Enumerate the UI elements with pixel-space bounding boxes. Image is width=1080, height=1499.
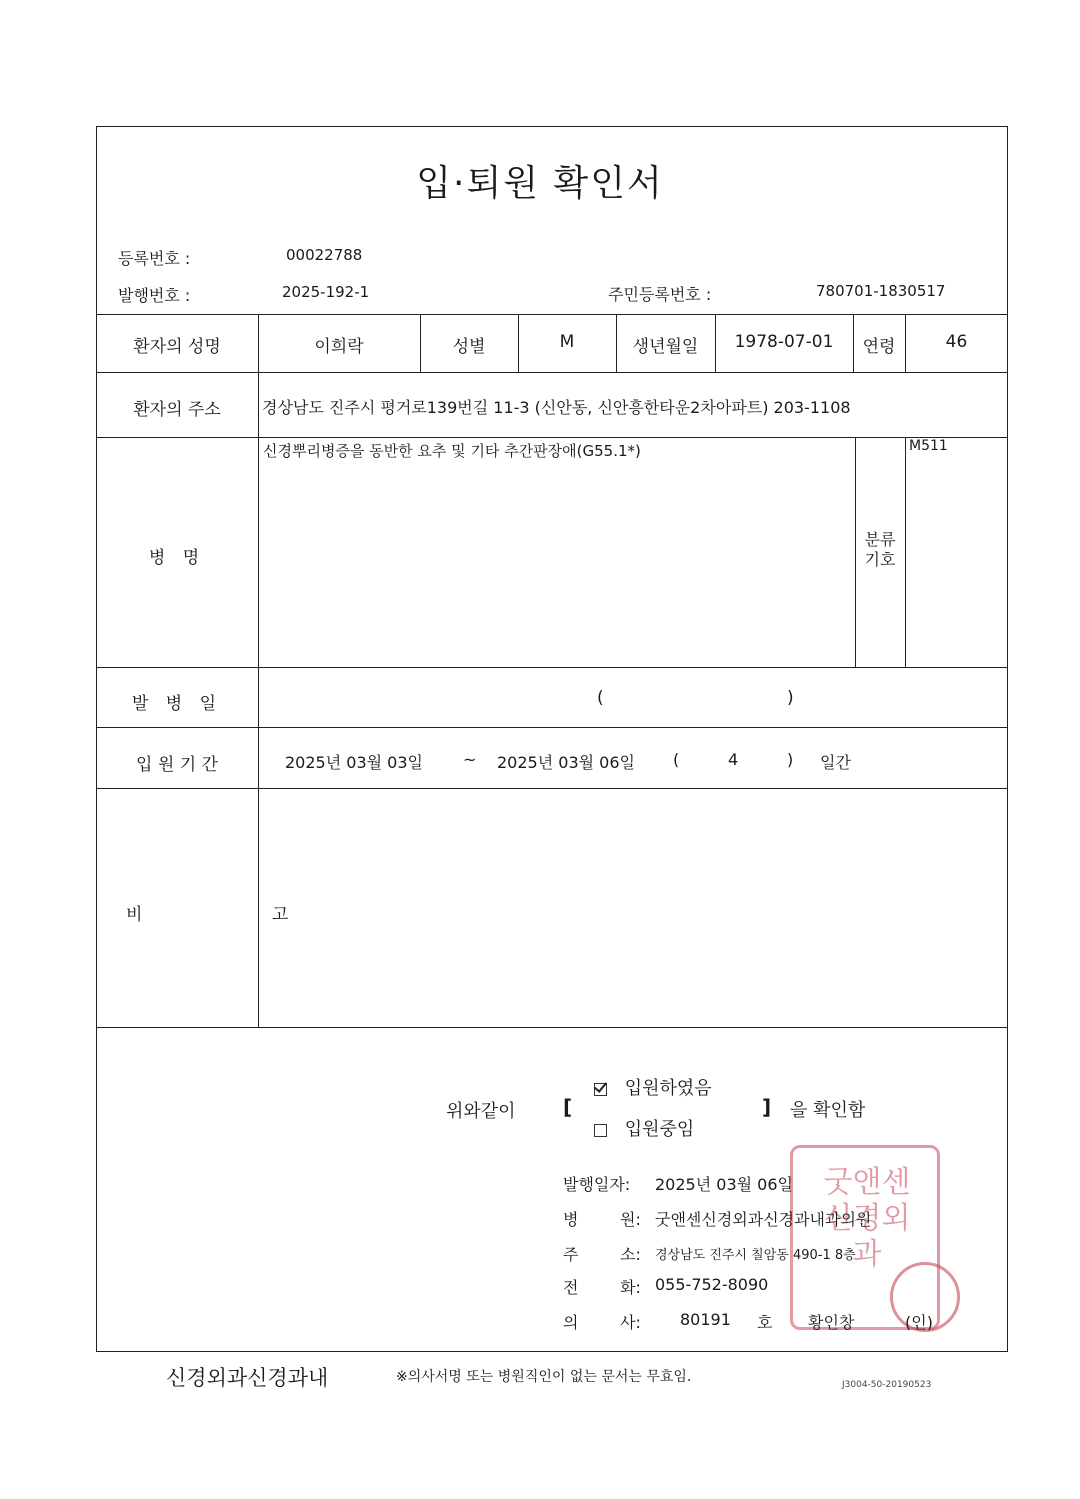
confirm-bracket-open: [ (563, 1095, 573, 1119)
resident-no-label: 주민등록번호 : (608, 285, 712, 304)
doctor-label-2: 사: (620, 1313, 641, 1332)
hospital-phone: 055-752-8090 (655, 1275, 769, 1294)
admission-period-label: 입 원 기 간 (136, 755, 218, 775)
divider (96, 1027, 1008, 1028)
divider (96, 788, 1008, 789)
inpatient-label: 입원중임 (624, 1119, 695, 1140)
hospital-label-2: 원: (620, 1210, 641, 1229)
patient-name-value: 이희락 (314, 337, 364, 357)
age-value: 46 (945, 332, 968, 352)
confirm-suffix: 을 확인함 (790, 1100, 866, 1121)
patient-name-label: 환자의 성명 (133, 337, 221, 357)
admitted-label: 입원하였음 (624, 1078, 712, 1099)
sex-label: 성별 (452, 337, 486, 357)
phone-label-2: 화: (620, 1278, 641, 1297)
footer-form-code: J3004-50-20190523 (842, 1380, 932, 1390)
admission-close-paren: ) (787, 750, 794, 769)
footer-department: 신경외과신경과내 (166, 1366, 329, 1390)
doctor-label-1: 의 (563, 1313, 579, 1332)
admission-end: 2025년 03월 06일 (497, 753, 635, 772)
classification-code-value: M511 (909, 438, 948, 454)
confirm-option-inpatient (594, 1115, 694, 1141)
admission-days-unit: 일간 (820, 753, 851, 772)
remarks-label: 비 고 (126, 905, 351, 925)
hospital-address: 경상남도 진주시 칠암동 490-1 8층 (655, 1248, 856, 1263)
admission-open-paren: ( (673, 750, 680, 769)
hospital-label-1: 병 (563, 1210, 579, 1229)
disease-label: 병 명 (148, 548, 206, 568)
confirm-option-admitted (594, 1074, 712, 1100)
classification-code-label: 분류기호 (864, 530, 896, 569)
doctor-license-no: 80191 (680, 1310, 731, 1329)
sex-value: M (559, 332, 575, 352)
inpatient-checkbox[interactable] (594, 1124, 607, 1137)
resident-no-value: 780701-1830517 (816, 282, 946, 300)
admission-start: 2025년 03월 03일 (285, 753, 423, 772)
reg-no-value: 00022788 (286, 246, 363, 264)
hospital-name: 굿앤센신경외과신경과내과의원 (655, 1210, 872, 1229)
divider (96, 667, 1008, 668)
admission-tilde: ~ (463, 750, 477, 769)
issue-no-value: 2025-192-1 (282, 283, 370, 301)
onset-open-paren: ( (597, 688, 604, 708)
confirm-bracket-close: ] (762, 1095, 772, 1119)
footer-notice: ※의사서명 또는 병원직인이 없는 문서는 무효임. (396, 1369, 692, 1385)
issue-no-label: 발행번호 : (118, 286, 191, 305)
address-label-1: 주 (563, 1245, 579, 1264)
document-title: 입·퇴원 확인서 (416, 163, 664, 204)
dob-label: 생년월일 (632, 337, 699, 357)
divider (855, 437, 856, 667)
age-label: 연령 (862, 337, 896, 357)
onset-label: 발 병 일 (131, 694, 223, 714)
phone-label-1: 전 (563, 1278, 579, 1297)
disease-value: 신경뿌리병증을 동반한 요추 및 기타 추간판장애(G55.1*) (263, 442, 641, 460)
divider (905, 437, 906, 667)
reg-no-label: 등록번호 : (118, 249, 191, 268)
address-label-2: 소: (620, 1245, 641, 1264)
address-label: 환자의 주소 (133, 400, 221, 420)
hospital-seal-text: 굿앤센신경외과 (823, 1165, 911, 1272)
issue-date-value: 2025년 03월 06일 (655, 1175, 793, 1194)
dob-value: 1978-07-01 (734, 332, 834, 352)
admission-days: 4 (728, 750, 739, 769)
issue-date-label: 발행일자: (563, 1175, 631, 1194)
divider (96, 727, 1008, 728)
doctor-license-unit: 호 (757, 1313, 773, 1332)
divider (96, 437, 1008, 438)
divider (96, 314, 1008, 315)
divider (96, 372, 1008, 373)
admitted-checkbox[interactable] (594, 1083, 607, 1096)
doctor-seal-mark: (인) (905, 1313, 933, 1332)
confirm-prefix: 위와같이 (446, 1101, 516, 1122)
address-value: 경상남도 진주시 평거로139번길 11-3 (신안동, 신안흥한타운2차아파트) 203-1108 (262, 398, 851, 417)
onset-close-paren: ) (787, 688, 794, 708)
doctor-name: 황인창 (808, 1313, 855, 1332)
